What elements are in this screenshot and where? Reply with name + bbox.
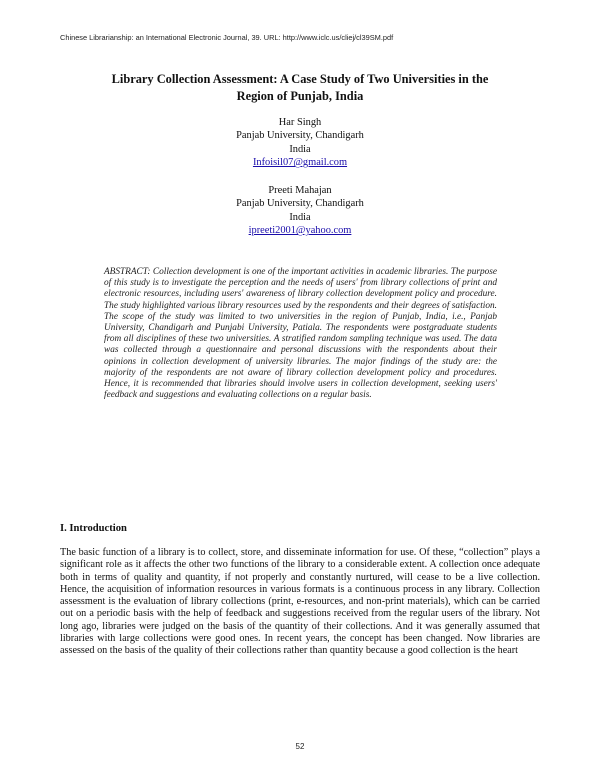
author-block-1 — [150, 116, 450, 170]
author-country: India — [289, 143, 311, 155]
author-block-2 — [150, 184, 450, 238]
section-heading-introduction: I. Introduction — [60, 523, 127, 534]
author-email-link[interactable]: Infoisil07@gmail.com — [252, 157, 348, 169]
author-affiliation: Panjab University, Chandigarh — [236, 130, 364, 142]
paper-title — [60, 71, 540, 105]
author-name: Preeti Mahajan — [268, 185, 332, 196]
paper-title-line-2: Region of Punjab, India — [236, 89, 364, 103]
author-name: Har Singh — [278, 117, 322, 128]
running-header: Chinese Librarianship: an International Electronic Journal, 39. URL: http://www.iclc.us/cliej/cl39SM.pdf — [60, 33, 394, 42]
abstract: ABSTRACT: Collection development is one of the important activities in academic libraries. The purpose of this study is to investigate the perception and the needs of users' from library collections of print and electronic resources, including users' awareness of library collection development policy and procedure. The study highlighted various library resources used by the respondents and their degrees of satisfaction. The scope of the study was limited to two universities in the region of Punjab, India, i.e., Panjab University, Chandigarh and Punjabi University, Patiala. The respondents were postgraduate students from all disciplines of these two universities. A stratified random sampling technique was used. The data was collected through a questionnaire and personal discussions with the respondents about their opinions in collection development of university libraries. The major findings of the study are: the majority of the respondents are not aware of library collection development policy and procedures. Hence, it is recommended that libraries should involve users in collection development, seeking users' feedback and suggestions and evaluating collections on a regular basis. — [104, 267, 497, 401]
author-country: India — [289, 211, 311, 223]
author-affiliation: Panjab University, Chandigarh — [236, 198, 364, 210]
paper-title-line-1: Library Collection Assessment: A Case Study of Two Universities in the — [111, 72, 489, 86]
page-number: 52 — [295, 742, 305, 751]
author-email-link[interactable]: ipreeti2001@yahoo.com — [248, 225, 352, 237]
body-paragraph: The basic function of a library is to collect, store, and disseminate information for use. Of these, “collection” plays a significant role as it affects the other two functions of the library to a considerable extent. A collection once adequate both in terms of quality and quantity, if not properly and constantly nurtured, will cease to be a live collection. Hence, the acquisition of information resources in various formats is a continuous process in any library. Collection assessment is the evaluation of library collections (print, e-resources, and non-print materials), which can be carried out on a periodic basis with the help of feedback and suggestions received from the regular users of the library. Not long ago, libraries were judged on the basis of the quantity of their collections. And it was generally assumed that libraries with large collections were good ones. In recent years, the concept has been changed. Now libraries are assessed on the basis of the quality of their collections rather than quantity because a good collection is the heart — [60, 547, 540, 657]
